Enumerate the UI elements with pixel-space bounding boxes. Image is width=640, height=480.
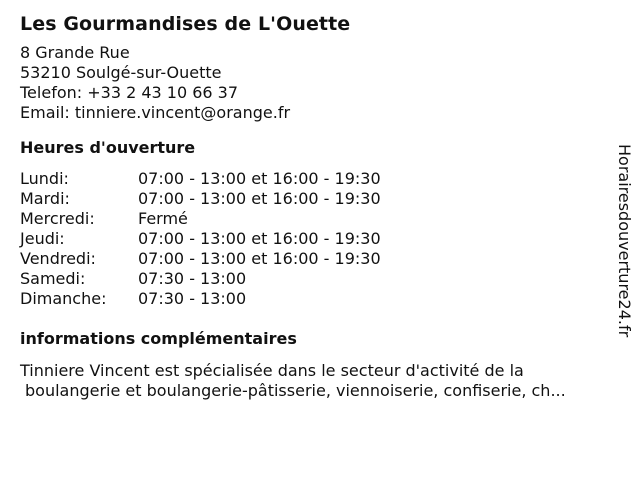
time-value: 07:30 - 13:00 <box>138 289 247 308</box>
description-line: Tinniere Vincent est spécialisée dans le secteur d'activité de la <box>20 361 524 380</box>
opening-hours-list <box>20 169 610 309</box>
hours-row-tuesday <box>20 189 610 209</box>
email-line: Email: tinniere.vincent@orange.fr <box>20 103 291 122</box>
day-label: Samedi: <box>20 269 86 288</box>
day-label: Mardi: <box>20 189 70 208</box>
brand-text: Horairesdouverture24.fr <box>615 144 634 338</box>
day-label: Lundi: <box>20 169 69 188</box>
time-value: 07:00 - 13:00 et 16:00 - 19:30 <box>138 169 381 188</box>
business-description <box>20 361 610 401</box>
time-value: 07:00 - 13:00 et 16:00 - 19:30 <box>138 229 381 248</box>
hours-row-friday <box>20 249 610 269</box>
brand-watermark <box>612 134 636 348</box>
day-label: Mercredi: <box>20 209 95 228</box>
opening-hours-heading: Heures d'ouverture <box>20 138 196 157</box>
business-card <box>20 12 610 401</box>
time-value: 07:00 - 13:00 et 16:00 - 19:30 <box>138 249 381 268</box>
hours-row-sunday <box>20 289 610 309</box>
address-city: 53210 Soulgé-sur-Ouette <box>20 63 222 82</box>
description-line: boulangerie et boulangerie-pâtisserie, viennoiserie, confiserie, ch... <box>25 381 566 400</box>
day-label: Vendredi: <box>20 249 96 268</box>
day-label: Dimanche: <box>20 289 107 308</box>
business-name: Les Gourmandises de L'Ouette <box>20 13 351 35</box>
hours-row-wednesday <box>20 209 610 229</box>
time-value: Fermé <box>138 209 188 228</box>
phone-line: Telefon: +33 2 43 10 66 37 <box>20 83 239 102</box>
hours-row-saturday <box>20 269 610 289</box>
time-value: 07:00 - 13:00 et 16:00 - 19:30 <box>138 189 381 208</box>
address-street: 8 Grande Rue <box>20 43 130 62</box>
hours-row-monday <box>20 169 610 189</box>
address-block <box>20 43 610 123</box>
day-label: Jeudi: <box>20 229 65 248</box>
time-value: 07:30 - 13:00 <box>138 269 247 288</box>
hours-row-thursday <box>20 229 610 249</box>
additional-info-heading: informations complémentaires <box>20 329 297 348</box>
